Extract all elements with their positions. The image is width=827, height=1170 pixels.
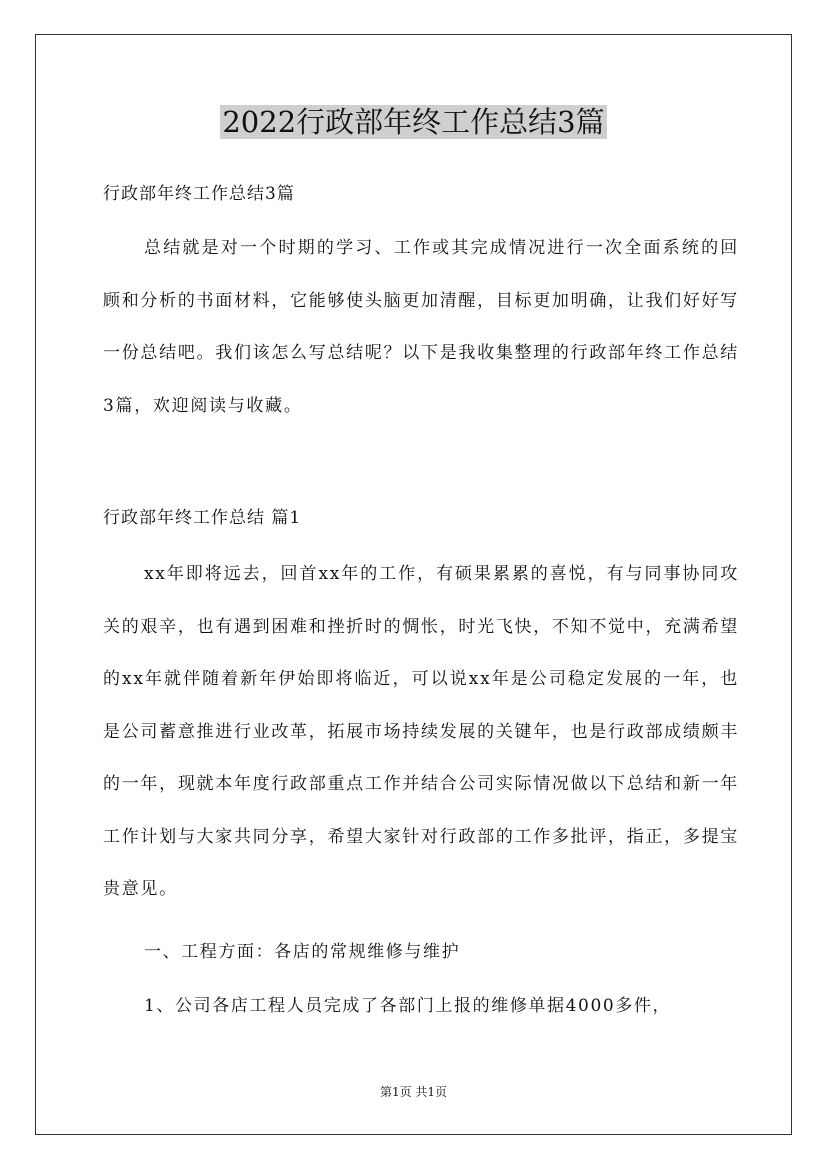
- item-heading: 一、工程方面：各店的常规维修与维护: [144, 942, 461, 962]
- document-title-text: 2022行政部年终工作总结3篇: [222, 105, 605, 139]
- document-title: [0, 100, 827, 144]
- document-subtitle: 行政部年终工作总结3篇: [103, 184, 295, 204]
- section-heading: 行政部年终工作总结 篇1: [103, 508, 302, 528]
- section-paragraph: xx年即将远去，回首xx年的工作，有硕果累累的喜悦，有与同事协同攻关的艰辛，也有遇到困难和挫折时的惆怅，时光飞快，不知不觉中，充满希望的xx年就伴随着新年伊始即将临近，可以说xx年是公司稳定发展的一年，也是公司蓄意推进行业改革，拓展市场持续发展的关键年，也是行政部成绩颇丰的一年，现就本年度行政部重点工作并结合公司实际情况做以下总结和新一年工作计划与大家共同分享，希望大家针对行政部的工作多批评，指正，多提宝贵意见。: [103, 564, 739, 899]
- intro-paragraph: 总结就是对一个时期的学习、工作或其完成情况进行一次全面系统的回顾和分析的书面材料，它能够使头脑更加清醒，目标更加明确，让我们好好写一份总结吧。我们该怎么写总结呢？以下是我收集整理的行政部年终工作总结3篇，欢迎阅读与收藏。: [103, 238, 739, 416]
- item-first-line: 1、公司各店工程人员完成了各部门上报的维修单据4000多件，: [144, 996, 672, 1016]
- page-footer: 第1页 共1页: [379, 1085, 448, 1099]
